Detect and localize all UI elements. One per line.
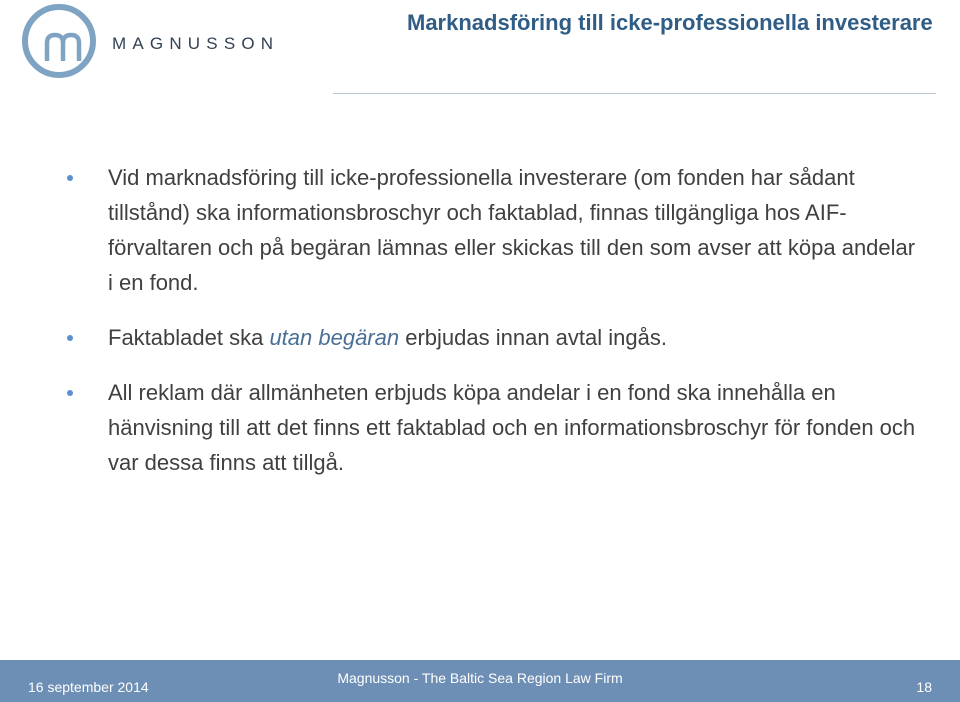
footer-firm-name: Magnusson - The Baltic Sea Region Law Firm <box>337 670 623 686</box>
bullet-text: All reklam där allmänheten erbjuds köpa andelar i en fond ska innehålla en hänvisning till att det finns ett faktablad och en informationsbroschyr för fonden och var dessa finns att tillgå. <box>108 380 916 475</box>
magnusson-logo <box>22 4 312 78</box>
slide-title: Marknadsföring till icke-professionella investerare <box>407 10 933 35</box>
footer-bar <box>0 660 960 702</box>
bullet-item <box>64 160 924 300</box>
logo-wordmark: MAGNUSSON <box>112 34 280 53</box>
bullet-text: Vid marknadsföring till icke-professionella investerare (om fonden har sådant tillstånd) ska informationsbroschyr och faktablad, finnas tillgängliga hos AIF-förvaltaren och på begäran lämnas eller skickas till den som avser att köpa andelar i en fond. <box>108 165 916 295</box>
bullet-icon <box>67 390 73 396</box>
logo-m-icon <box>44 31 86 61</box>
bullet-text: Faktabladet ska <box>108 325 270 350</box>
bullet-list <box>64 160 924 500</box>
bullet-icon <box>67 335 73 341</box>
bullet-text-tail: erbjudas innan avtal ingås. <box>399 325 667 350</box>
bullet-emphasis: utan begäran <box>269 325 400 350</box>
bullet-item <box>64 375 924 480</box>
page-number: 18 <box>916 679 932 695</box>
footer-date: 16 september 2014 <box>28 679 149 695</box>
bullet-item <box>64 320 924 355</box>
header-divider <box>333 93 936 94</box>
bullet-icon <box>67 175 73 181</box>
logo-circle <box>22 4 96 78</box>
